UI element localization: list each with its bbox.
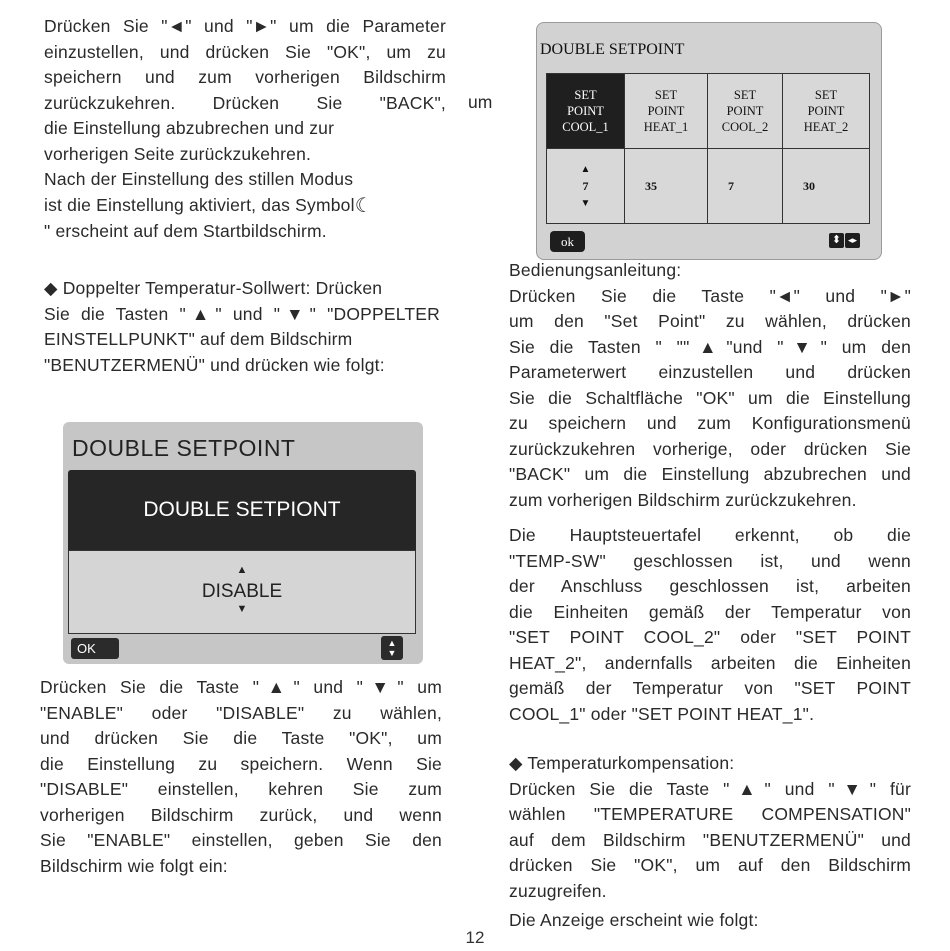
text-line: Drücken Sie die Taste "◄" und "►" bbox=[509, 285, 911, 306]
text-line: um den "Set Point" zu wählen, drücken bbox=[509, 311, 911, 331]
down-arrow-icon: ▼ bbox=[580, 198, 591, 209]
value-cell-cool-2[interactable]: 7 bbox=[708, 149, 783, 224]
text-line: "DISABLE" einstellen, kehren Sie zum bbox=[40, 779, 442, 799]
text-line: Sie die Schaltfläche "OK" um die Einstellung bbox=[509, 387, 911, 408]
ok-button[interactable]: ok bbox=[550, 231, 585, 252]
overflow-word: um bbox=[468, 92, 493, 112]
text-line: ist die Einstellung aktiviert, das Symbol☾ bbox=[44, 193, 446, 220]
left-right-icon[interactable]: ◂▸ bbox=[845, 233, 860, 248]
navigation-icons bbox=[829, 233, 861, 248]
text-line: "ENABLE" oder "DISABLE" zu wählen, bbox=[40, 702, 442, 723]
up-arrow-icon: ▲ bbox=[236, 564, 248, 576]
text-line: Drücken Sie die Taste "▲" und "▼" für bbox=[509, 778, 911, 799]
text-line: Parameterwert einzustellen und drücken bbox=[509, 362, 911, 382]
text-line: Sie die Tasten " ""▲"und "▼" um den bbox=[509, 336, 911, 357]
text-line: Sie die Tasten "▲" und "▼" "DOPPELTER bbox=[44, 303, 440, 324]
ok-button[interactable]: OK bbox=[71, 638, 119, 659]
right-temp-sw-paragraph bbox=[509, 523, 911, 727]
text-line: gemäß der Temperatur von "SET POINT bbox=[509, 678, 911, 698]
value-cell-cool-1[interactable]: ▲ 7 ▼ bbox=[547, 149, 625, 224]
text-line: Bedienungsanleitung: bbox=[509, 260, 682, 280]
text-line: Die Hauptsteuertafel erkennt, ob die bbox=[509, 525, 911, 545]
double-setpoint-screen bbox=[63, 422, 423, 664]
text-line: "TEMP-SW" geschlossen ist, und wenn bbox=[509, 550, 911, 571]
left-bottom-paragraph bbox=[40, 675, 442, 879]
column-header-cool-2[interactable]: SET POINT COOL_2 bbox=[708, 74, 783, 149]
text-line: speichern und zum vorherigen Bildschirm bbox=[44, 67, 446, 87]
setpoint-table bbox=[546, 73, 870, 224]
column-header-heat-1[interactable]: SET POINT HEAT_1 bbox=[625, 74, 708, 149]
double-setpoint-table-screen bbox=[536, 22, 882, 260]
bullet-heading-line: ◆ Temperaturkompensation: bbox=[509, 753, 735, 773]
value-cell-heat-1[interactable]: 35 bbox=[625, 149, 708, 224]
text-line: zu speichern und zum Konfigurationsmenü bbox=[509, 413, 911, 433]
right-instructions-paragraph bbox=[509, 258, 911, 513]
text-line: die Einstellung abzubrechen und zur bbox=[44, 118, 335, 138]
text-line: einzustellen, und drücken Sie "OK", um zu bbox=[44, 41, 446, 62]
text-line: und drücken Sie die Taste "OK", um bbox=[40, 728, 442, 748]
text-line: die Einheiten gemäß der Temperatur von bbox=[509, 601, 911, 622]
text-line: Sie "ENABLE" einstellen, geben Sie den bbox=[40, 830, 442, 850]
text-line: der Anschluss geschlossen ist, arbeiten bbox=[509, 576, 911, 596]
text-line: "BENUTZERMENÜ" und drücken wie folgt: bbox=[44, 354, 385, 375]
text-line: zurückzukehren vorherige, oder drücken Sie bbox=[509, 438, 911, 459]
text-line: Bildschirm wie folgt ein: bbox=[40, 855, 228, 876]
text-line: Die Anzeige erscheint wie folgt: bbox=[509, 910, 759, 930]
page-number: 12 bbox=[465, 928, 485, 947]
column-header-cool-1[interactable]: SET POINT COOL_1 bbox=[547, 74, 625, 149]
text-line: zum vorherigen Bildschirm zurückzukehren. bbox=[509, 489, 857, 510]
text-line: Nach der Einstellung des stillen Modus bbox=[44, 169, 354, 189]
left-mid-paragraph bbox=[44, 276, 440, 378]
bullet-heading-line: ◆ Doppelter Temperatur-Sollwert: Drücken bbox=[44, 278, 383, 298]
text-line: die Einstellung zu speichern. Wenn Sie bbox=[40, 753, 442, 774]
up-down-icon[interactable]: ⬍ bbox=[829, 233, 844, 248]
text-line: vorherigen Seite zurückzukehren. bbox=[44, 143, 312, 164]
text-line: wählen "TEMPERATURE COMPENSATION" bbox=[509, 804, 911, 824]
up-arrow-icon: ▲ bbox=[580, 164, 591, 175]
text-line: "SET POINT COOL_2" oder "SET POINT bbox=[509, 627, 911, 647]
up-down-icon[interactable]: ▲ ▼ bbox=[381, 636, 403, 660]
text-line: HEAT_2", andernfalls arbeiten die Einheiten bbox=[509, 652, 911, 673]
screen-title: DOUBLE SETPOINT bbox=[72, 435, 296, 461]
screen-title: DOUBLE SETPOINT bbox=[540, 41, 685, 58]
text-line: drücken Sie "OK", um auf den Bildschirm bbox=[509, 855, 911, 875]
text-line: zurückzukehren. Drücken Sie "BACK", bbox=[44, 92, 446, 113]
silent-mode-moon-icon: ☾ bbox=[354, 194, 373, 217]
value-selector[interactable] bbox=[68, 550, 416, 634]
text-line: COOL_1" oder "SET POINT HEAT_1". bbox=[509, 703, 815, 724]
value-cell-heat-2[interactable]: 30 bbox=[783, 149, 870, 224]
left-top-paragraph bbox=[44, 14, 446, 245]
text-line: " erscheint auf dem Startbildschirm. bbox=[44, 221, 327, 241]
text-line: "BACK" um die Einstellung abzubrechen und bbox=[509, 464, 911, 484]
text-line: zuzugreifen. bbox=[509, 880, 607, 901]
text-line: vorherigen Bildschirm zurück, und wenn bbox=[40, 804, 442, 825]
text-line: auf dem Bildschirm "BENUTZERMENÜ" und bbox=[509, 829, 911, 850]
down-arrow-icon: ▼ bbox=[236, 603, 248, 615]
right-temperature-compensation-paragraph bbox=[509, 751, 911, 934]
selected-value: DISABLE bbox=[201, 581, 283, 602]
text-line: Drücken Sie "◄" und "►" um die Parameter bbox=[44, 16, 446, 36]
text-line: EINSTELLPUNKT" auf dem Bildschirm bbox=[44, 329, 353, 349]
column-header-heat-2[interactable]: SET POINT HEAT_2 bbox=[783, 74, 870, 149]
screen-header: DOUBLE SETPIONT bbox=[68, 470, 416, 550]
text-line: Drücken Sie die Taste "▲" und "▼" um bbox=[40, 677, 442, 697]
